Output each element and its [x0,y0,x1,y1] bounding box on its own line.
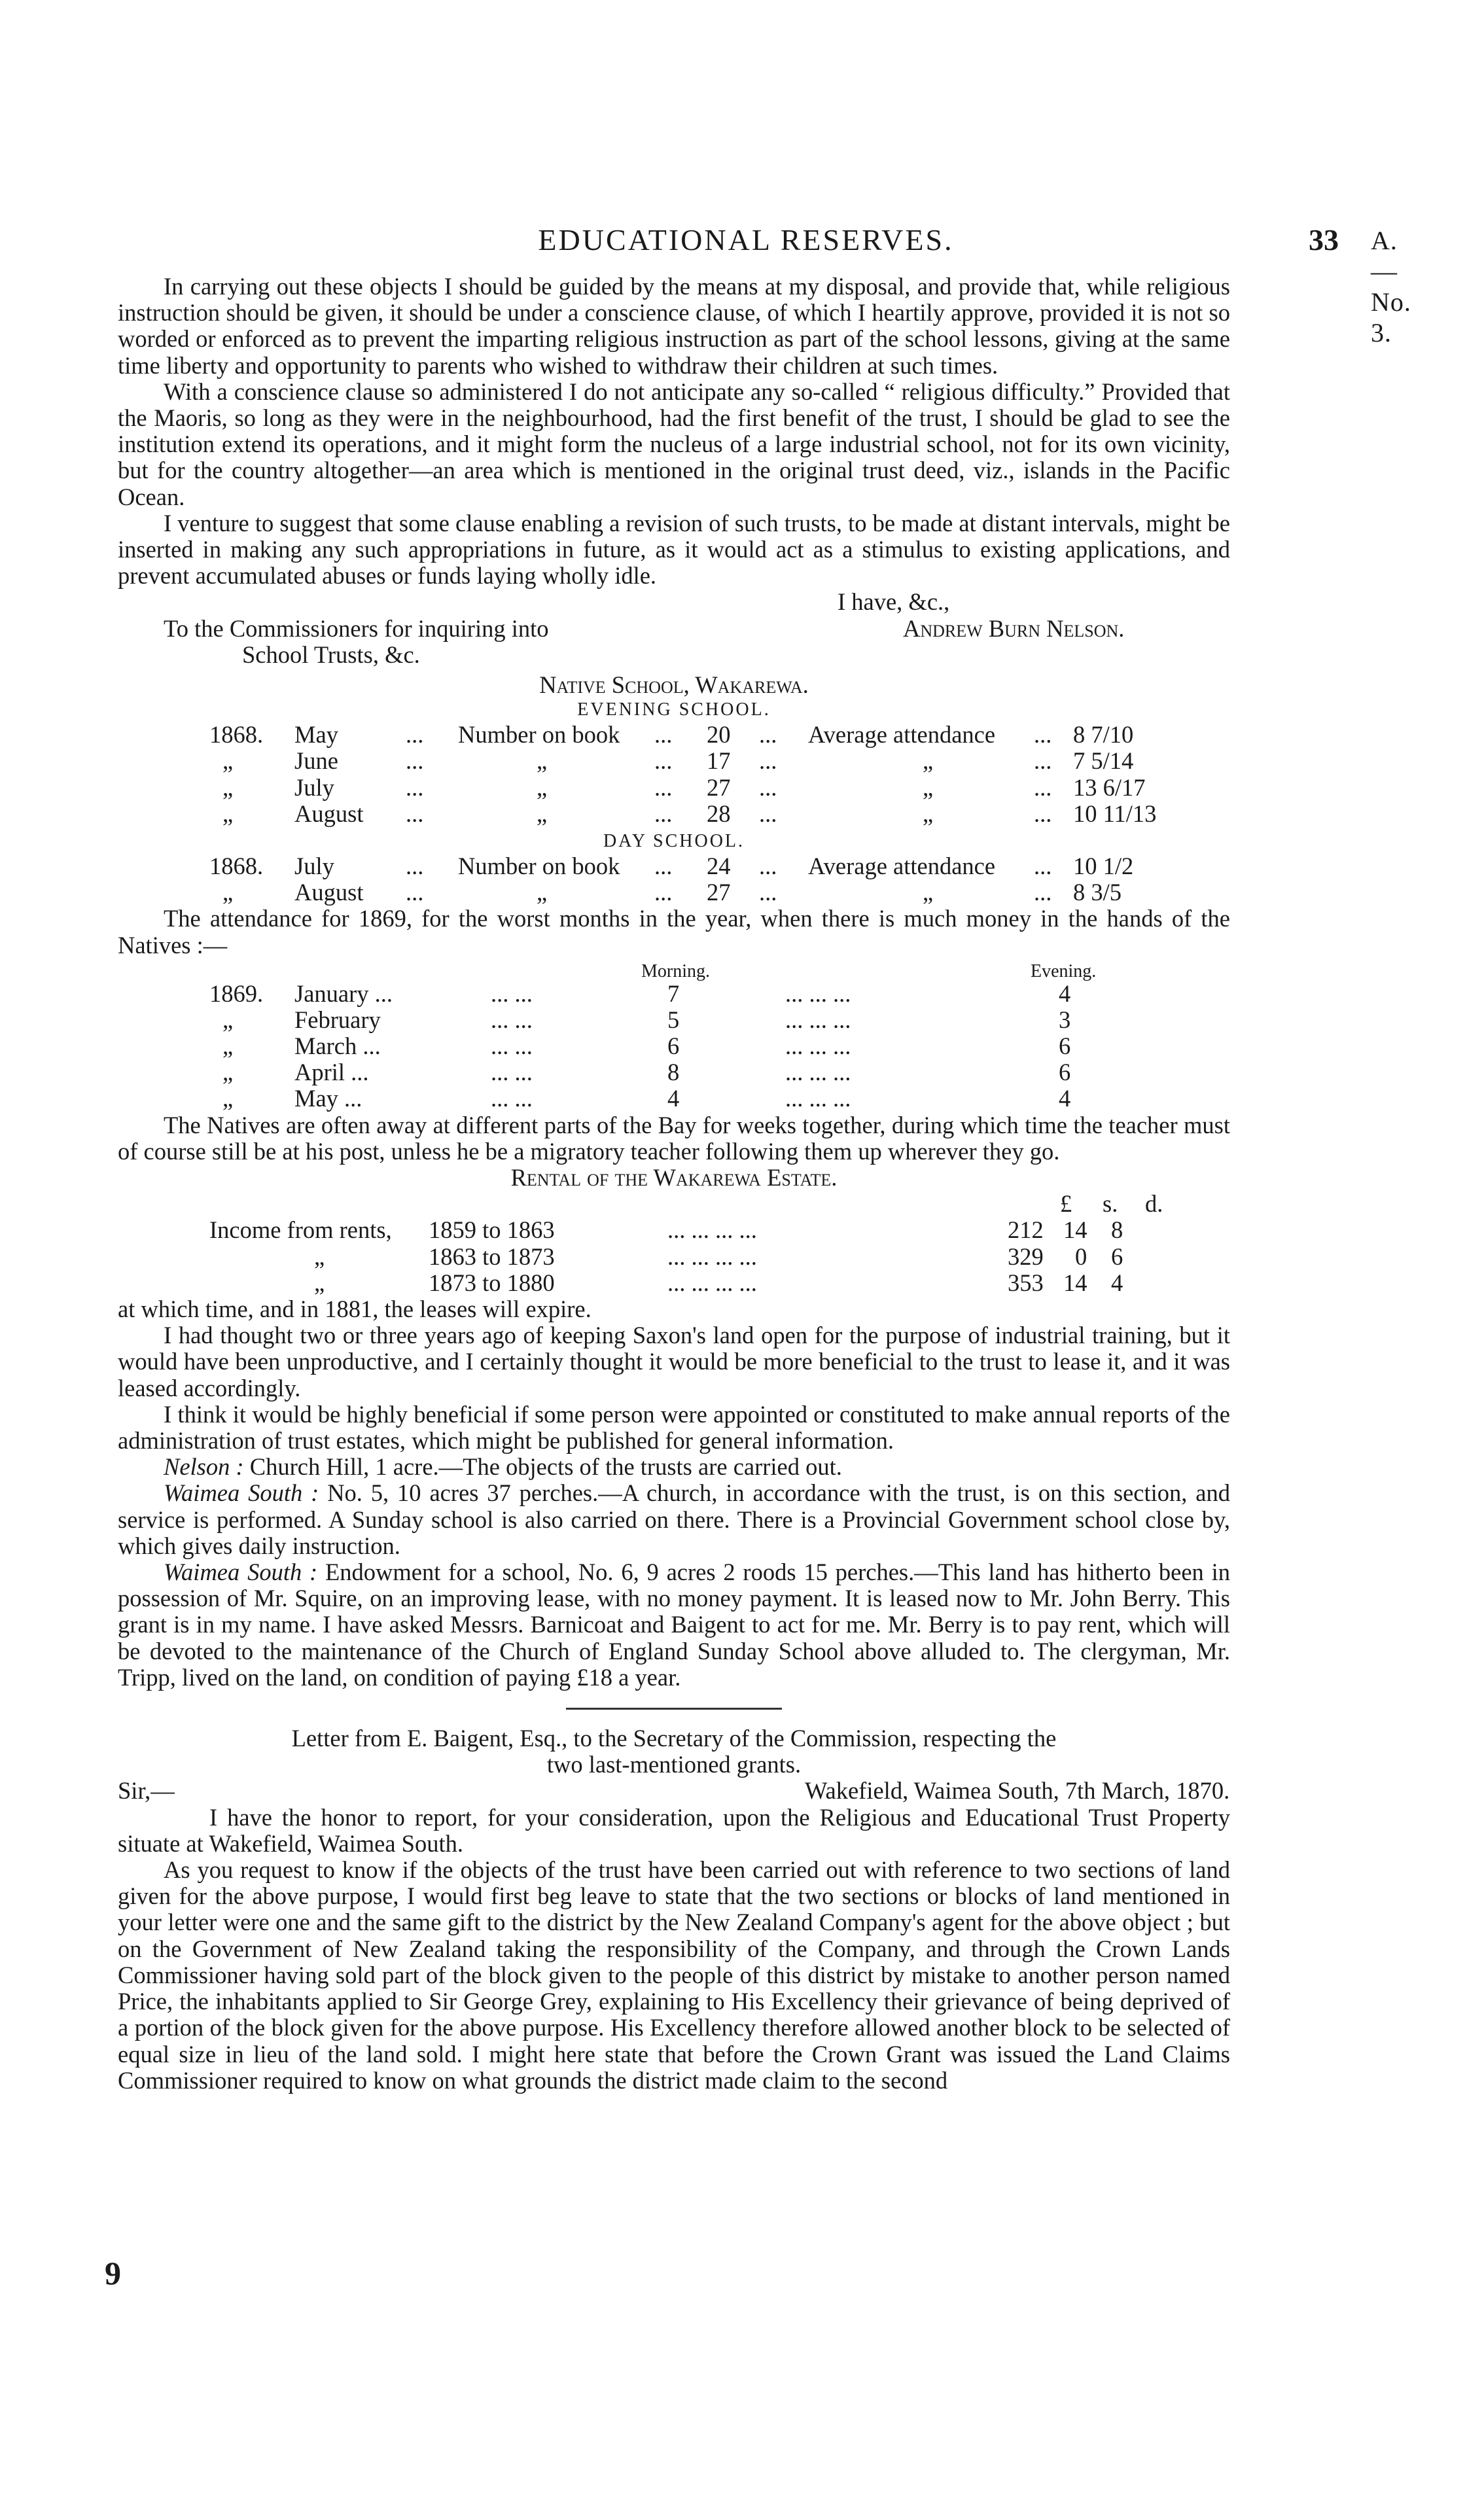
paragraph [118,1480,1230,1559]
table-row: Income from rents, 1859 to 1863 ... ... ... ... 212 14 8 [209,1216,1123,1244]
table-row: „ August ... „ ... 28 ... „ ... 10 11/13 [222,800,1157,827]
evening-school-table [118,722,1230,827]
column-header-evening: Evening. [1031,961,1097,981]
closing: I have, &c., [838,588,950,616]
letter-heading: Letter from E. Baigent, Esq., to the Secretary of the Commission, respecting the [291,1725,1057,1752]
addressee-row-2 [118,642,1230,668]
evening-school-heading: EVENING SCHOOL. [577,699,771,720]
paragraph-label: Waimea South : [164,1559,318,1586]
document-body [118,273,1230,2094]
table-row: 1868. May ... Number on book ... 20 ... Average attendance ... 8 7/10 [209,721,1134,749]
closing-row [118,589,1230,615]
table-row: „ 1863 to 1873 ... ... ... ... 329 0 6 [314,1243,1123,1270]
page-number: 33 [1309,223,1339,256]
attendance-1869-table [118,981,1230,1112]
table-row: „ July ... „ ... 27 ... „ ... 13 6/17 [222,773,1146,801]
paragraph-text: Church Hill, 1 acre.—The objects of the trusts are carried out. [243,1453,842,1481]
paragraph: I venture to suggest that some clause enabling a revision of such trusts, to be made at distant intervals, might be inserted in making any such appropriations in future, as it would act as a stimulus to existing applications, and prevent accumulated abuses or funds laying wholly idle. [118,509,1230,590]
paragraph: I think it would be highly beneficial if some person were appointed or constituted to make annual reports of the administration of trust estates, which might be published for general information. [118,1400,1230,1455]
letter-salutation-row [118,1778,1230,1804]
printer-signature-mark: 9 [105,2255,121,2291]
table-row: „ June ... „ ... 17 ... „ ... 7 5/14 [222,747,1134,775]
table-row: „ April ... ... ... 8 ... ... ... 6 [222,1059,1071,1086]
paragraph [118,1454,1230,1480]
attendance-column-headers [118,959,1230,981]
rental-title: Rental of the Wakarewa Estate. [510,1164,838,1191]
addressee-continued: School Trusts, &c. [242,641,420,668]
table-row: 1868. July ... Number on book ... 24 ... Average attendance ... 10 1/2 [209,852,1134,879]
table-row: „ March ... ... ... 6 ... ... ... 6 [222,1032,1071,1060]
table-row: „ 1873 to 1880 ... ... ... ... 353 14 4 [314,1269,1123,1296]
paragraph-text: Endowment for a school, No. 6, 9 acres 2 roods 15 perches.—This land has hitherto been in possession of Mr. Squire, on an improving lease, with no money payment. It is leased now to Mr. John Berry. This grant is in my name. I have asked Messrs. Barnicoat and Baigent to act for me. Mr. Berry is to pay rent, which will be devoted to the maintenance of the Church of England Sunday School above alluded to. The clergyman, Mr. Tripp, lived on the land, on condition of paying £18 a year. [118,1559,1230,1691]
day-school-heading: DAY SCHOOL. [603,830,745,851]
appendix-reference: A.—No. 3. [1371,226,1411,347]
running-title: EDUCATIONAL RESERVES. [538,223,954,256]
paragraph: The Natives are often away at different parts of the Bay for weeks together, during which time the teacher must of course still be at his post, unless he be a migratory teacher following them up wherever they go. [118,1111,1230,1165]
paragraph-label: Nelson : [164,1453,244,1481]
paragraph: The attendance for 1869, for the worst months in the year, when there is much money in the hands of the Natives :— [118,905,1230,959]
dateline: Wakefield, Waimea South, 7th March, 1870. [805,1777,1230,1805]
column-header-shillings: s. [1103,1190,1118,1218]
rental-column-headers [118,1191,1230,1217]
table-row: „ February ... ... 5 ... ... ... 3 [222,1006,1071,1033]
column-header-morning: Morning. [641,961,710,981]
day-school-table [118,853,1230,906]
column-header-pence: d. [1145,1190,1163,1218]
paragraph: at which time, and in 1881, the leases will expire. [118,1296,592,1323]
addressee: To the Commissioners for inquiring into [164,614,549,642]
paragraph: I have the honor to report, for your consideration, upon the Religious and Educational Trust Property situate at Wakefield, Waimea South. [118,1803,1230,1857]
column-header-pounds: £ [1060,1190,1072,1218]
signature: Andrew Burn Nelson. [903,614,1125,642]
paragraph: I had thought two or three years ago of keeping Saxon's land open for the purpose of industrial training, but it would have been unproductive, and I certainly thought it would be more beneficial to the trust to lease it, and it was leased accordingly. [118,1322,1230,1402]
salutation: Sir,— [118,1777,175,1805]
paragraph-label: Waimea South : [164,1479,319,1507]
paragraph: With a conscience clause so administered I do not anticipate any so-called “ religious difficulty.” Provided that the Maoris, so long as they were in the neighbourhood, had the first benefit of the trust, I should be glad to see the institution extend its operations, and it might form the nucleus of a large industrial school, not for its own vicinity, but for the country altogether—an area which is mentioned in the original trust deed, viz., islands in the Pacific Ocean. [118,378,1230,510]
table-row: 1869. January ... ... ... 7 ... ... ... 4 [209,979,1071,1007]
paragraph [118,1559,1230,1691]
table-row: „ August ... „ ... 27 ... „ ... 8 3/5 [222,879,1122,906]
letter-heading-continued: two last-mentioned grants. [546,1751,802,1778]
section-divider [566,1708,782,1710]
rental-table [118,1217,1230,1296]
paragraph-text: No. 5, 10 acres 37 perches.—A church, in accordance with the trust, is on this section, and service is performed. A Sunday school is also carried on there. There is a Provincial Government school close by, which gives daily instruction. [118,1479,1230,1559]
paragraph: As you request to know if the objects of the trust have been carried out with reference to two sections of land given for the above purpose, I would first beg leave to state that the two sections or blocks of land mentioned in your letter were one and the same gift to the district by the New Zealand Company's agent for the above object ; but on the Government of New Zealand taking the responsibility of the Company, and through the Crown Lands Commissioner having sold part of the block given to the people of this district by mistake to another person named Price, the inhabitants applied to Sir George Grey, explaining to His Excellency their grievance of being deprived of a portion of the block given for the above purpose. His Excellency therefore allowed another block to be selected of equal size in lieu of the land sold. I might here state that before the Crown Grant was issued the Land Claims Commissioner required to know on what grounds the district made claim to the second [118,1856,1230,2094]
paragraph: In carrying out these objects I should be guided by the means at my disposal, and provide that, while religious instruction should be given, it should be under a conscience clause, of which I heartily approve, provided it is not so worded or enforced as to prevent the imparting religious instruction as part of the school lessons, giving at the same time liberty and opportunity to parents who wished to withdraw their children at such times. [118,273,1230,379]
table-row: „ May ... ... ... 4 ... ... ... 4 [222,1085,1071,1112]
addressee-row [118,616,1230,642]
native-school-title: Native School, Wakarewa. [539,671,809,698]
